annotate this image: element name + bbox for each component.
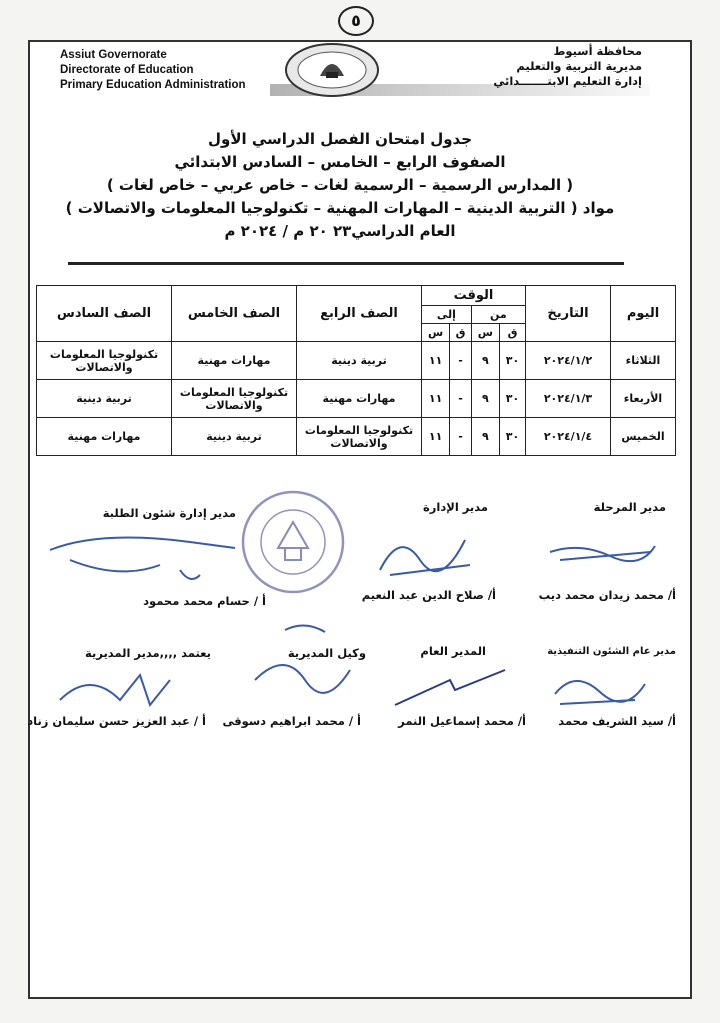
header-arabic	[493, 44, 642, 89]
signatory-title: مدير الإدارة	[423, 500, 488, 514]
header-to: إلى	[422, 306, 472, 324]
signature-scribble-icon	[540, 522, 660, 572]
title-line: مواد ( التربية الدينية – المهارات المهنية – تكنولوجيا المعلومات والاتصالات )	[65, 199, 615, 217]
row-grade6: مهارات مهنية	[37, 418, 172, 456]
table-row	[37, 380, 676, 418]
row-from-hr: ٩	[471, 418, 499, 456]
row-to-hr: ١١	[422, 342, 450, 380]
row-grade5: تربية دينية	[172, 418, 297, 456]
signatory-name: أ/ سيد الشريف محمد	[558, 714, 676, 728]
table-row	[37, 418, 676, 456]
header-from: من	[471, 306, 525, 324]
row-from-hr: ٩	[471, 380, 499, 418]
title-line: الصفوف الرابع – الخامس – السادس الابتدائي	[174, 153, 506, 171]
signatory-name: أ / محمد ابراهيم دسوقى	[222, 714, 361, 728]
header-english-line: Primary Education Administration	[60, 79, 246, 91]
title-line: العام الدراسي٢٣ ٢٠ م / ٢٠٢٤ م	[224, 222, 456, 240]
title-block	[40, 128, 640, 243]
header-arabic-line: مديرية التربية والتعليم	[516, 59, 642, 73]
row-date: ٢٠٢٤/١/٢	[526, 342, 611, 380]
signature-scribble-icon	[50, 660, 180, 720]
page-number: ٥	[338, 6, 374, 36]
row-grade4: تكنولوجيا المعلومات والاتصالات	[297, 418, 422, 456]
header-minute: ق	[499, 324, 525, 342]
row-day: الثلاثاء	[611, 342, 676, 380]
header-grade6: الصف السادس	[37, 286, 172, 342]
signatory-title: مدير المرحلة	[593, 500, 666, 514]
row-grade6: تربية دينية	[37, 380, 172, 418]
header-arabic-line: محافظة أسيوط	[553, 44, 642, 58]
row-day: الأربعاء	[611, 380, 676, 418]
row-from-hr: ٩	[471, 342, 499, 380]
row-day: الخميس	[611, 418, 676, 456]
education-emblem-icon	[282, 42, 382, 98]
signatory-name: أ / عبد العزيز حسن سليمان زناد	[27, 714, 206, 728]
signature-scribble-icon	[40, 520, 240, 590]
signatory-name: أ / حسام محمد محمود	[143, 594, 266, 608]
title-line: ( المدارس الرسمية – الرسمية لغات – خاص عربي – خاص لغات )	[106, 176, 574, 194]
row-to-min: -	[450, 380, 471, 418]
signature-scribble-icon	[545, 664, 655, 714]
row-grade5: مهارات مهنية	[172, 342, 297, 380]
signature-scribble-icon	[390, 660, 510, 710]
signature-scribble-icon	[245, 620, 355, 700]
signatory-title: مدير عام الشئون التنفيذية	[547, 646, 676, 657]
row-grade6: تكنولوجيا المعلومات والاتصالات	[37, 342, 172, 380]
header-grade4: الصف الرابع	[297, 286, 422, 342]
header-grade5: الصف الخامس	[172, 286, 297, 342]
signatory-name: أ/ محمد إسماعيل النمر	[398, 714, 526, 728]
row-from-min: ٣٠	[499, 342, 525, 380]
header-english-line: Assiut Governorate	[60, 49, 167, 61]
header-day: اليوم	[611, 286, 676, 342]
header-date: التاريخ	[526, 286, 611, 342]
row-from-min: ٣٠	[499, 418, 525, 456]
header-english	[60, 48, 246, 93]
header-time: الوقت	[422, 286, 526, 306]
table-row	[37, 342, 676, 380]
header-minute: ق	[450, 324, 471, 342]
signatory-title: المدير العام	[420, 644, 486, 658]
row-date: ٢٠٢٤/١/٣	[526, 380, 611, 418]
row-grade4: مهارات مهنية	[297, 380, 422, 418]
signatory-title: مدير إدارة شئون الطلبة	[102, 506, 236, 520]
header-english-line: Directorate of Education	[60, 64, 194, 76]
row-from-min: ٣٠	[499, 380, 525, 418]
signature-scribble-icon	[370, 520, 480, 580]
row-grade5: تكنولوجيا المعلومات والاتصالات	[172, 380, 297, 418]
signatory-name: أ/ صلاح الدين عبد النعيم	[361, 588, 496, 602]
signatory-title: يعتمد ,,,,مدير المديرية	[85, 646, 211, 660]
row-to-hr: ١١	[422, 418, 450, 456]
signatory-title: وكيل المديرية	[287, 646, 366, 660]
signatory-name: أ/ محمد زيدان محمد ديب	[538, 588, 676, 602]
row-date: ٢٠٢٤/١/٤	[526, 418, 611, 456]
row-grade4: تربية دينية	[297, 342, 422, 380]
header-arabic-line: إدارة التعليم الابتـــــــدائي	[493, 74, 642, 88]
exam-schedule-table	[36, 285, 676, 456]
header-hour: س	[422, 324, 450, 342]
title-line: جدول امتحان الفصل الدراسي الأول	[207, 130, 473, 148]
header-hour: س	[471, 324, 499, 342]
title-underline	[68, 262, 624, 265]
row-to-min: -	[450, 418, 471, 456]
row-to-min: -	[450, 342, 471, 380]
row-to-hr: ١١	[422, 380, 450, 418]
